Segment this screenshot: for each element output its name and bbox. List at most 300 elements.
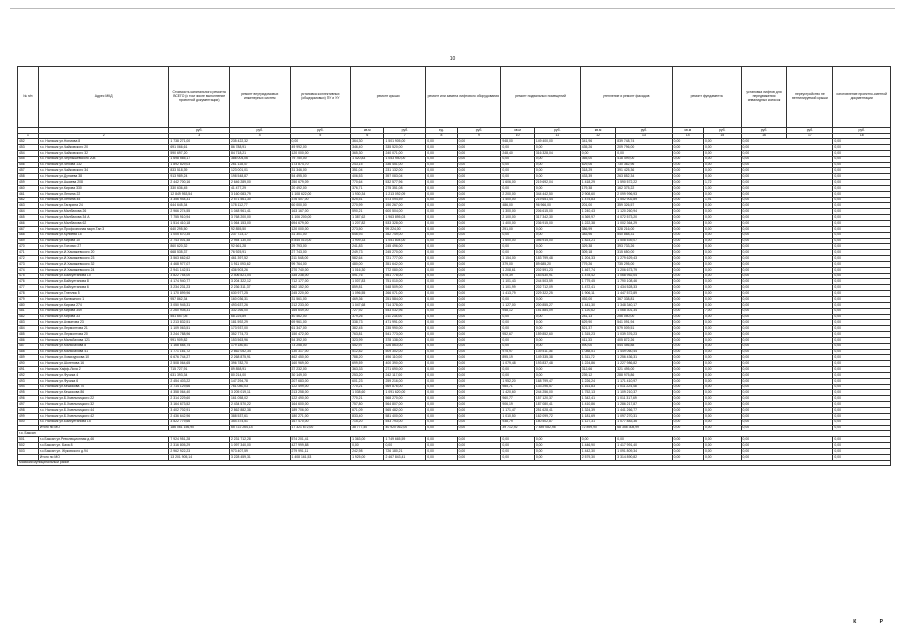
value-cell: 76 925,91 xyxy=(229,250,290,256)
value-cell: 209 796,00 xyxy=(616,145,672,151)
value-cell: 4 468 977,07 xyxy=(169,261,230,267)
value-cell: 179 180,81 xyxy=(229,343,290,349)
value-cell: 960,77 xyxy=(501,396,534,402)
value-cell: 229 322,25 xyxy=(534,291,580,297)
value-cell: 0,00 xyxy=(672,238,703,244)
value-cell: 335 238,00 xyxy=(290,273,351,279)
value-cell: 1 227 986,82 xyxy=(616,361,672,367)
value-cell: 0,00 xyxy=(703,425,741,431)
value-cell: 17 321 672,00 xyxy=(290,425,351,431)
value-cell: 318,29 xyxy=(580,168,616,174)
value-cell: 0,00 xyxy=(534,168,580,174)
unit-cell: руб. xyxy=(457,128,501,134)
value-cell: 31 561,00 xyxy=(290,296,351,302)
value-cell: 0,00 xyxy=(501,314,534,320)
value-cell: 160 036,31 xyxy=(229,296,290,302)
value-cell: 0,00 xyxy=(741,384,833,390)
value-cell: 0,00 xyxy=(741,390,833,396)
value-cell: 985,71 xyxy=(501,384,534,390)
value-cell: 0,00 xyxy=(833,367,891,373)
value-cell: 0,00 xyxy=(703,261,741,267)
value-cell: 352 774,73 xyxy=(229,332,290,338)
unit-cell: кв.м xyxy=(351,128,384,134)
value-cell: 1 590 572,22 xyxy=(616,180,672,186)
value-cell: 0,00 xyxy=(833,215,891,221)
value-cell: 0,00 xyxy=(703,408,741,414)
value-cell: 0,00 xyxy=(703,256,741,262)
value-cell: 367 338,81 xyxy=(616,296,672,302)
value-cell: 2 314 229,60 xyxy=(169,396,230,402)
value-cell: 0,00 xyxy=(426,320,457,326)
value-cell: 411,33 xyxy=(580,337,616,343)
value-cell: 452 xyxy=(18,139,39,145)
value-cell: 99 224,00 xyxy=(384,226,426,232)
value-cell: 0,00 xyxy=(672,191,703,197)
value-cell: 0,00 xyxy=(703,413,741,419)
value-cell: 481 xyxy=(18,308,39,314)
value-cell: 0,00 xyxy=(457,174,501,180)
value-cell: 456 xyxy=(18,162,39,168)
value-cell: 7,00 xyxy=(703,308,741,314)
value-cell: 575,39 xyxy=(501,273,534,279)
value-cell: 568 270,00 xyxy=(384,396,426,402)
value-cell: 3 205 019,11 xyxy=(229,390,290,396)
value-cell: 211 548,00 xyxy=(290,256,351,262)
value-cell: 37 232,00 xyxy=(290,367,351,373)
address-cell: г.о. Нальчик ул.Б.Хмельницкого 44 xyxy=(38,408,169,414)
value-cell: 1 441,30 xyxy=(580,302,616,308)
value-cell: 323,99 xyxy=(351,337,384,343)
value-cell: 68 358 308,99 xyxy=(616,425,672,431)
value-cell: 0,00 xyxy=(672,320,703,326)
value-cell: 543 032,96 xyxy=(384,308,426,314)
value-cell: 1 963 895,03 xyxy=(384,215,426,221)
value-cell: 427 999,88 xyxy=(290,443,351,449)
column-number: 3 xyxy=(169,133,230,139)
value-cell: 0,00 xyxy=(703,355,741,361)
value-cell: 0,00 xyxy=(457,261,501,267)
value-cell: 235 990,00 xyxy=(384,326,426,332)
value-cell: 0,00 xyxy=(534,145,580,151)
value-cell: 0,00 xyxy=(741,378,833,384)
value-cell: 486 xyxy=(18,337,39,343)
value-cell: 0,00 xyxy=(457,372,501,378)
value-cell: 0,00 xyxy=(534,448,580,454)
value-cell: 207 683,00 xyxy=(290,378,351,384)
value-cell: 0,00 xyxy=(833,296,891,302)
unit-cell: кв.м xyxy=(501,128,534,134)
value-cell: 41 477,29 xyxy=(229,185,290,191)
value-cell: 0,00 xyxy=(833,139,891,145)
value-cell: 463 xyxy=(18,203,39,209)
value-cell: 494 xyxy=(18,384,39,390)
value-cell: 391 425,36 xyxy=(616,168,672,174)
value-cell: 1 053 940,00 xyxy=(384,156,426,162)
value-cell: 0,00 xyxy=(457,291,501,297)
value-cell: 1 051 804,00 xyxy=(384,238,426,244)
value-cell: 0,00 xyxy=(741,226,833,232)
value-cell: 462 xyxy=(18,197,39,203)
value-cell: 0,00 xyxy=(741,238,833,244)
value-cell: 668 535,37 xyxy=(169,250,230,256)
value-cell: 0,00 xyxy=(703,145,741,151)
value-cell: 0,00 xyxy=(672,308,703,314)
value-cell: 0,00 xyxy=(741,361,833,367)
value-cell: 3 522 779,66 xyxy=(169,419,230,425)
value-cell: 1 213 832,51 xyxy=(169,320,230,326)
value-cell: 0,00 xyxy=(534,232,580,238)
value-cell: 499 xyxy=(18,413,39,419)
value-cell: 952,67 xyxy=(501,332,534,338)
value-cell: 465 xyxy=(18,215,39,221)
value-cell: 251 628,41 xyxy=(534,408,580,414)
address-cell: г.о. Нальчик ул.Кешокова 86 xyxy=(38,390,169,396)
value-cell: 1 606,00 xyxy=(501,180,534,186)
value-cell: 165 649,00 xyxy=(290,308,351,314)
value-cell: 488 xyxy=(18,349,39,355)
value-cell: 344 442,50 xyxy=(534,191,580,197)
value-cell: 0,00 xyxy=(703,302,741,308)
value-cell: 356 915,00 xyxy=(534,238,580,244)
unit-cell: руб. xyxy=(741,128,787,134)
value-cell: 0,00 xyxy=(703,150,741,156)
value-cell: 120 000,00 xyxy=(290,150,351,156)
value-cell: 161 058,02 xyxy=(229,396,290,402)
value-cell: 0,00 xyxy=(426,326,457,332)
value-cell: 0,00 xyxy=(741,168,833,174)
address-cell: г.о. Нальчик ул.Чайковского 34 xyxy=(38,168,169,174)
value-cell: 317 342,30 xyxy=(534,215,580,221)
address-cell: г.о. Нальчик ул.Дунаева 38 xyxy=(38,174,169,180)
value-cell: 1 315,23 xyxy=(580,332,616,338)
value-cell: 388 537,61 xyxy=(229,413,290,419)
value-cell: 770,64 xyxy=(351,180,384,186)
column-number: 14 xyxy=(672,133,703,139)
value-cell: 40 462,00 xyxy=(290,314,351,320)
value-cell: 242,98 xyxy=(351,448,384,454)
value-cell: 0,00 xyxy=(741,215,833,221)
value-cell: 0,00 xyxy=(457,256,501,262)
value-cell: 235 422,32 xyxy=(229,139,290,145)
value-cell: 0,00 xyxy=(501,372,534,378)
value-cell: 1 091 809,34 xyxy=(616,448,672,454)
value-cell: 3 822 754,00 xyxy=(169,273,230,279)
column-number: 1 xyxy=(18,133,39,139)
value-cell: 0,00 xyxy=(457,203,501,209)
value-cell: 0,00 xyxy=(741,150,833,156)
value-cell: 99 764,00 xyxy=(290,261,351,267)
value-cell: 0,00 xyxy=(833,279,891,285)
value-cell: 0,00 xyxy=(290,139,351,145)
value-cell: 393 733,26 xyxy=(616,244,672,250)
address-cell: г.о. Нальчик ул.Хомизуркова 10 xyxy=(38,355,169,361)
value-cell: 459 xyxy=(18,180,39,186)
address-cell: г.о. Нальчик ул.Чайковского 20 xyxy=(38,145,169,151)
value-cell: 0,00 xyxy=(741,285,833,291)
value-cell: 0,00 xyxy=(426,402,457,408)
value-cell: 1 413,79 xyxy=(501,291,534,297)
value-cell: 89 685,20 xyxy=(534,261,580,267)
value-cell: 4 174 940,77 xyxy=(169,279,230,285)
value-cell: 0,00 xyxy=(457,378,501,384)
value-cell: 309,18 xyxy=(580,250,616,256)
value-cell: 1 097 340,00 xyxy=(229,443,290,449)
address-cell: г.о. Нальчик ул.Ашаева 208 xyxy=(38,180,169,186)
value-cell: 0,00 xyxy=(672,413,703,419)
value-cell: 79 750,00 xyxy=(290,156,351,162)
value-cell: 236 915,00 xyxy=(534,221,580,227)
value-cell: 281,13 xyxy=(580,314,616,320)
value-cell: 0,00 xyxy=(741,355,833,361)
value-cell: 73 258,00 xyxy=(290,343,351,349)
value-cell: 1 181,69 xyxy=(580,413,616,419)
value-cell: 0,00 xyxy=(457,197,501,203)
value-cell: 485 xyxy=(18,332,39,338)
value-cell: 7 924 951,28 xyxy=(169,437,230,443)
value-cell: 0,00 xyxy=(833,361,891,367)
value-cell: 0,00 xyxy=(426,238,457,244)
value-cell: 0,00 xyxy=(457,349,501,355)
value-cell: 0,00 xyxy=(426,378,457,384)
value-cell: 714 378,00 xyxy=(384,302,426,308)
value-cell: 479 xyxy=(18,296,39,302)
value-cell: 0,00 xyxy=(426,372,457,378)
value-cell: 0,00 xyxy=(703,174,741,180)
value-cell: 198 548,87 xyxy=(229,174,290,180)
value-cell: 0,00 xyxy=(672,156,703,162)
value-cell: 0,00 xyxy=(426,425,457,431)
value-cell: 376 407,00 xyxy=(290,197,351,203)
value-cell: 0,00 xyxy=(703,419,741,425)
value-cell: 1 171 410,97 xyxy=(616,378,672,384)
value-cell: 12 849 953,54 xyxy=(169,191,230,197)
value-cell: 0,00 xyxy=(741,343,833,349)
value-cell: 0,00 xyxy=(703,361,741,367)
value-cell: 153 563,96 xyxy=(229,337,290,343)
value-cell: 180 502,87 xyxy=(534,419,580,425)
value-cell: 273,50 xyxy=(351,226,384,232)
value-cell: 509 302,00 xyxy=(384,349,426,355)
value-cell: 579 009,51 xyxy=(616,326,672,332)
value-cell: 0,00 xyxy=(457,238,501,244)
value-cell: 3 228 459,31 xyxy=(229,454,290,460)
value-cell: 0,00 xyxy=(457,232,501,238)
value-cell: 482 xyxy=(18,314,39,320)
value-cell: 551 657,05 xyxy=(169,314,230,320)
value-cell: 0,00 xyxy=(534,326,580,332)
value-cell: 0,00 xyxy=(672,279,703,285)
value-cell: 1 441 266,77 xyxy=(616,408,672,414)
value-cell: 590 697,20 xyxy=(169,150,230,156)
value-cell: 712 177,00 xyxy=(290,279,351,285)
value-cell: 2 646 289,00 xyxy=(229,180,290,186)
value-cell: 1 342,41 xyxy=(580,396,616,402)
value-cell: 0,00 xyxy=(741,185,833,191)
value-cell: 189 706,00 xyxy=(290,408,351,414)
value-cell: 0,00 xyxy=(703,162,741,168)
column-number: 6 xyxy=(351,133,384,139)
value-cell: 0,00 xyxy=(672,261,703,267)
value-cell: 2 743 001,48 xyxy=(169,238,230,244)
value-cell: 975,97 xyxy=(501,349,534,355)
value-cell: 2 436 642,96 xyxy=(169,413,230,419)
value-cell: 544 456,88 xyxy=(616,343,672,349)
value-cell: 590,21 xyxy=(351,209,384,215)
value-cell: 160 969,00 xyxy=(290,361,351,367)
value-cell: 0,00 xyxy=(672,378,703,384)
value-cell: 1 002 364,29 xyxy=(616,221,672,227)
address-cell: г.о. Нальчик ул.Байсултанова 10 xyxy=(38,273,169,279)
address-cell: г.о.Баксан ул. Жуковского д.94 xyxy=(38,448,169,454)
value-cell: 0,00 xyxy=(672,221,703,227)
value-cell: 512,82 xyxy=(351,349,384,355)
value-cell: 150 472,00 xyxy=(290,332,351,338)
address-cell: Итого по МО xyxy=(38,425,169,431)
value-cell: 0,00 xyxy=(426,390,457,396)
value-cell: 1 790 108,46 xyxy=(616,279,672,285)
value-cell: 0,00 xyxy=(833,174,891,180)
value-cell: 948,00 xyxy=(501,139,534,145)
value-cell: 0,00 xyxy=(672,402,703,408)
value-cell: 462 450,00 xyxy=(290,355,351,361)
value-cell: 0,00 xyxy=(426,285,457,291)
value-cell: 0,00 xyxy=(833,232,891,238)
value-cell: 699,59 xyxy=(351,361,384,367)
value-cell: 1 109 063,51 xyxy=(169,326,230,332)
value-cell: 0,00 xyxy=(672,454,703,460)
value-cell: 0,00 xyxy=(426,197,457,203)
column-number: 10 xyxy=(501,133,534,139)
column-number: 9 xyxy=(457,133,501,139)
value-cell: 600 504,00 xyxy=(384,209,426,215)
value-cell: 0,00 xyxy=(741,291,833,297)
address-cell: г.о. Нальчик ул.Шогенова 16 xyxy=(38,361,169,367)
value-cell: 0,00 xyxy=(580,437,616,443)
value-cell: 0,00 xyxy=(741,437,833,443)
value-cell: 0,00 xyxy=(833,238,891,244)
value-cell: 629,06 xyxy=(580,162,616,168)
value-cell: 0,00 xyxy=(426,250,457,256)
value-cell: 139 511,36 xyxy=(534,349,580,355)
column-header: ремонт подвальных помещений xyxy=(501,67,580,128)
value-cell: 1 256 436,31 xyxy=(616,355,672,361)
value-cell: 0,00 xyxy=(672,244,703,250)
value-cell: 859,81 xyxy=(351,285,384,291)
value-cell: 336 451,00 xyxy=(384,162,426,168)
value-cell: 4 072 573,20 xyxy=(616,215,672,221)
value-cell: 2 508 064,65 xyxy=(169,361,230,367)
value-cell: 0,00 xyxy=(741,408,833,414)
value-cell: 574 201,41 xyxy=(290,437,351,443)
value-cell: 335 520,00 xyxy=(384,145,426,151)
value-cell: 1 418,29 xyxy=(580,180,616,186)
column-number: 15 xyxy=(703,133,741,139)
value-cell: 202 591,23 xyxy=(534,267,580,273)
address-cell: г.о. Нальчик ул.Кирова 33 xyxy=(38,314,169,320)
value-cell: 715 727,91 xyxy=(169,367,230,373)
value-cell: 0,00 xyxy=(426,349,457,355)
value-cell: 0,00 xyxy=(457,367,501,373)
value-cell: 671,09 xyxy=(351,408,384,414)
value-cell: 379,00 xyxy=(501,261,534,267)
value-cell: 84 718,21 xyxy=(229,150,290,156)
value-cell: 151 884,09 xyxy=(534,308,580,314)
value-cell: 376,71 xyxy=(351,185,384,191)
address-cell: г.о. Нальчик ул.Кирова 274 xyxy=(38,302,169,308)
address-cell: г.о. Нальчик ул.И.Хамажевского 23 xyxy=(38,256,169,262)
value-cell: 39 712,92 xyxy=(501,425,534,431)
value-cell: 0,00 xyxy=(426,215,457,221)
value-cell: 1 047,68 xyxy=(351,302,384,308)
value-cell: 0,00 xyxy=(833,273,891,279)
value-cell: 0,00 xyxy=(741,413,833,419)
value-cell: 1 892 829,03 xyxy=(169,162,230,168)
value-cell: 0,00 xyxy=(703,314,741,320)
value-cell: 0,00 xyxy=(833,337,891,343)
value-cell: 0,00 xyxy=(501,156,534,162)
unit-cell: кв.м xyxy=(672,128,703,134)
value-cell: 0,00 xyxy=(741,326,833,332)
value-cell: 0,00 xyxy=(833,448,891,454)
value-cell: 0,00 xyxy=(703,139,741,145)
value-cell: 178 112,77 xyxy=(229,203,290,209)
value-cell: 2 260 908,31 xyxy=(169,308,230,314)
value-cell: 7 489 082,98 xyxy=(534,425,580,431)
value-cell: 0,00 xyxy=(833,308,891,314)
footer-mark: Р xyxy=(879,619,883,625)
value-cell: 0,00 xyxy=(741,425,833,431)
value-cell: 1 909,33 xyxy=(351,238,384,244)
value-cell: 27 743,00 xyxy=(290,250,351,256)
value-cell: 473 xyxy=(18,261,39,267)
value-cell: 548 509,00 xyxy=(384,285,426,291)
value-cell: 270 740,00 xyxy=(290,267,351,273)
column-number: 11 xyxy=(534,133,580,139)
value-cell: 0,00 xyxy=(457,156,501,162)
value-cell: 458 xyxy=(18,174,39,180)
value-cell: 0,00 xyxy=(833,221,891,227)
value-cell: 0,00 xyxy=(672,145,703,151)
value-cell: 2 268 875,91 xyxy=(229,355,290,361)
value-cell: 0,00 xyxy=(741,314,833,320)
value-cell: 0,00 xyxy=(833,343,891,349)
address-cell: г.о. Нальчик ул.Кирова 10 xyxy=(38,238,169,244)
value-cell: 0,00 xyxy=(703,337,741,343)
value-cell: 0,00 xyxy=(741,279,833,285)
value-cell: 0,00 xyxy=(833,285,891,291)
value-cell: 0,00 xyxy=(741,273,833,279)
column-header: ремонт фундамента xyxy=(672,67,741,128)
value-cell: 315 650,00 xyxy=(616,250,672,256)
value-cell: 1 097 270,31 xyxy=(616,413,672,419)
value-cell: 186 061 156,90 xyxy=(169,425,230,431)
value-cell: 453 xyxy=(18,145,39,151)
value-cell: 168 799,47 xyxy=(534,378,580,384)
value-cell: 0,00 xyxy=(741,448,833,454)
value-cell: 183 630,91 xyxy=(534,273,580,279)
value-cell: 0,00 xyxy=(833,145,891,151)
value-cell: 726 180,21 xyxy=(384,448,426,454)
value-cell: 406,53 xyxy=(351,174,384,180)
value-cell: 243,15 xyxy=(351,162,384,168)
value-cell: 2 908,60 xyxy=(580,191,616,197)
value-cell: 0,00 xyxy=(457,185,501,191)
address-cell: г.о. Нальчик ул.И.Хамажевского 20 xyxy=(38,250,169,256)
value-cell: 502 xyxy=(18,443,39,449)
value-cell: 541 091,94 xyxy=(616,320,672,326)
value-cell: 330 636,45 xyxy=(169,185,230,191)
value-cell: 0,00 xyxy=(457,361,501,367)
